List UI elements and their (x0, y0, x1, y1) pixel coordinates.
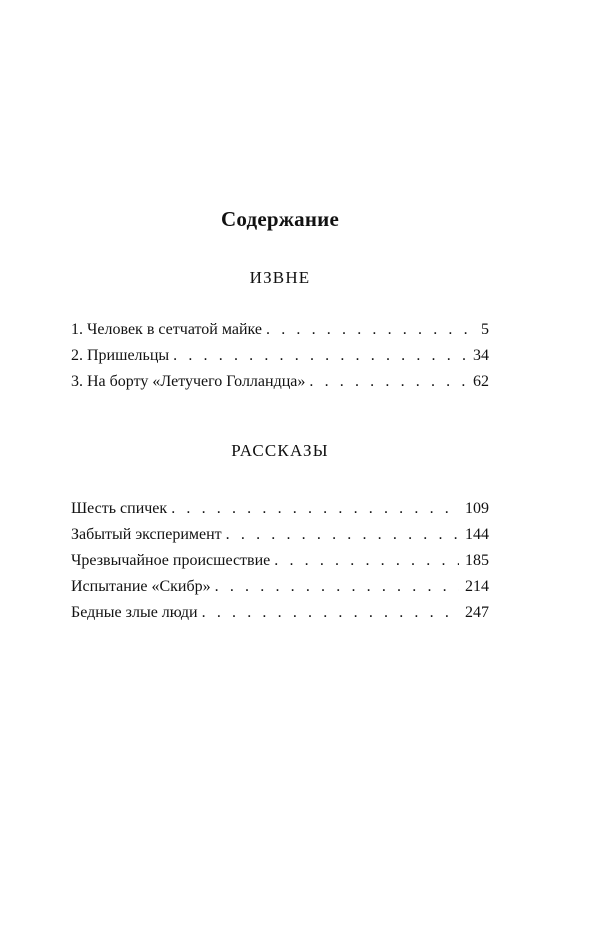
toc-entry-page: 5 (481, 321, 489, 338)
toc-entry (71, 548, 489, 574)
toc-heading: Содержание (221, 207, 339, 231)
toc-entry (71, 496, 489, 522)
toc-entry (71, 369, 489, 395)
toc-entry (71, 343, 489, 369)
dot-leader (274, 548, 459, 574)
dot-leader (309, 369, 467, 395)
toc-entry (71, 522, 489, 548)
toc-entry-title: 3. На борту «Летучего Голландца» (71, 373, 306, 390)
dot-leader (266, 317, 475, 343)
toc-entry-page: 214 (465, 578, 489, 595)
toc-entry-page: 109 (465, 500, 489, 517)
toc-entry-page: 62 (473, 373, 489, 390)
dot-leader (202, 600, 459, 626)
toc-entry-title: 2. Пришельцы (71, 347, 170, 364)
toc-entry (71, 600, 489, 626)
dot-leader (171, 496, 459, 522)
toc-entry-page: 34 (473, 347, 489, 364)
toc-entry-title: Забытый эксперимент (71, 526, 222, 543)
dot-leader (226, 522, 459, 548)
toc-entry-page: 185 (465, 552, 489, 569)
section-title-izvne: ИЗВНЕ (249, 268, 311, 287)
toc-entry (71, 574, 489, 600)
section-title-rasskazy: РАССКАЗЫ (231, 441, 329, 460)
toc-entry-title: 1. Человек в сетчатой майке (71, 321, 262, 338)
toc-entry-title: Чрезвычайное происшествие (71, 552, 271, 569)
toc-entry-title: Бедные злые люди (71, 604, 198, 621)
dot-leader (215, 574, 459, 600)
dot-leader (173, 343, 467, 369)
toc-entry-page: 144 (465, 526, 489, 543)
toc-entry-title: Испытание «Скибр» (71, 578, 211, 595)
toc-list-rasskazy (71, 496, 489, 626)
toc-entry-title: Шесть спичек (71, 500, 168, 517)
toc-entry-page: 247 (465, 604, 489, 621)
toc-entry (71, 317, 489, 343)
toc-list-izvne (71, 317, 489, 395)
